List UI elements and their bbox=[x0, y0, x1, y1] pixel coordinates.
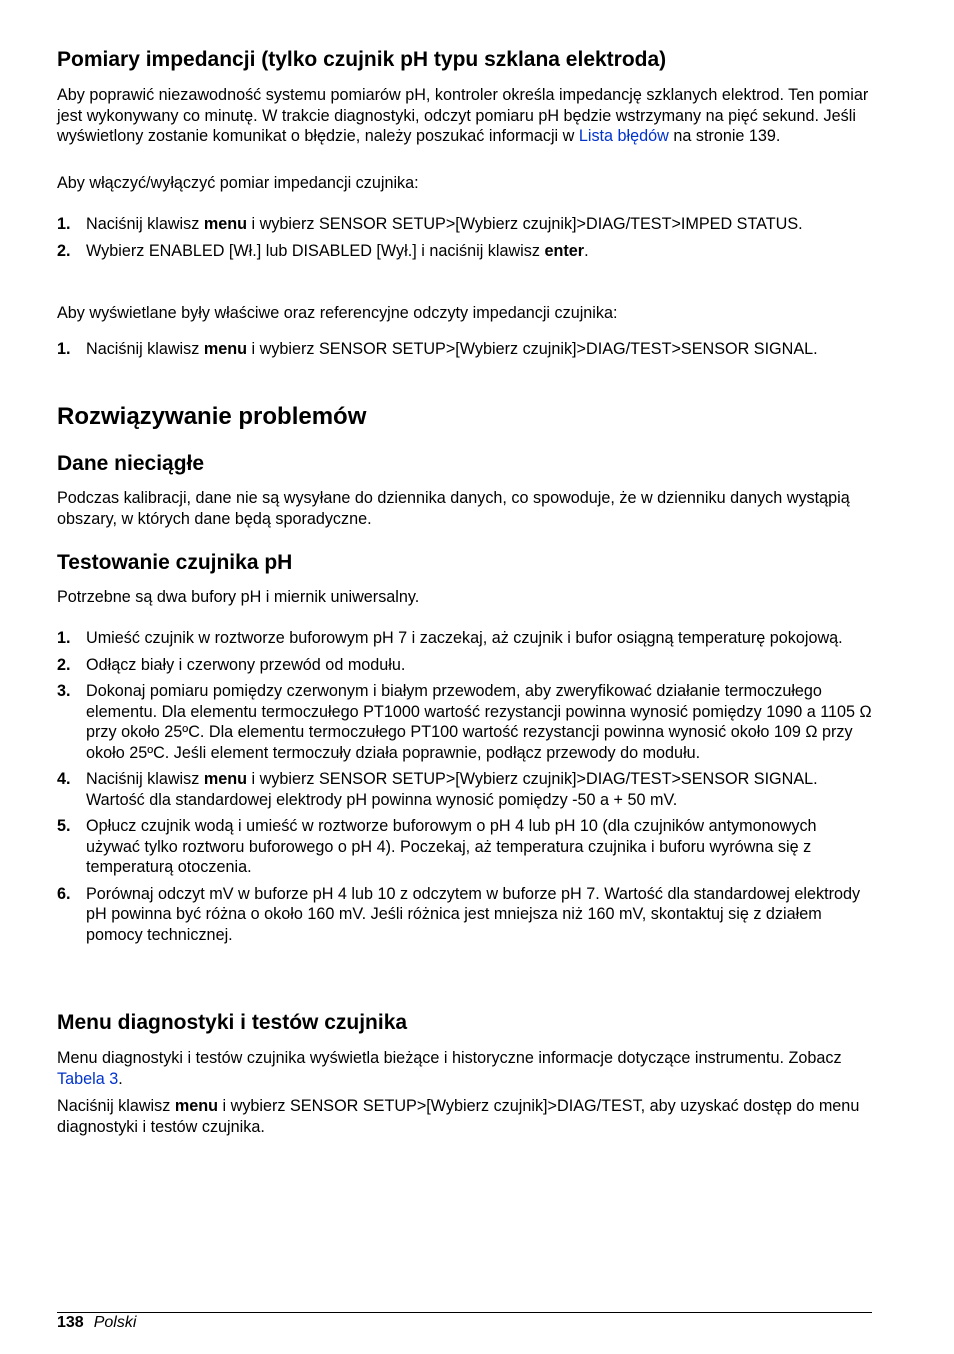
step-text: Dokonaj pomiaru pomiędzy czerwonym i białym przewodem, aby zweryfikować działanie termoczułego elementu. Dla elementu termoczułego PT1000 wartość rezystancji powinna wynosić pomiędzy 1090 a 1105 Ω przy około 25ºC. Dla elementu termoczułego PT100 wartość rezystancji powinna wynosić około 109 Ω przy około 25ºC. Jeśli element termoczuły działa poprawnie, podłącz przewody do modułu. bbox=[86, 682, 872, 762]
step-number: 1. bbox=[57, 340, 71, 358]
section-title-diag-menu: Menu diagnostyki i testów czujnika bbox=[57, 1011, 408, 1034]
footer-language: Polski bbox=[93, 1314, 137, 1331]
paragraph-enable-impedance: Aby włączyć/wyłączyć pomiar impedancji czujnika: bbox=[57, 174, 419, 192]
page-footer bbox=[57, 1313, 136, 1333]
list-item bbox=[57, 339, 872, 360]
text-span: i wybierz SENSOR SETUP>[Wybierz czujnik]>DIAG/TEST>IMPED STATUS. bbox=[247, 215, 803, 233]
step-number: 6. bbox=[57, 884, 71, 903]
key-name: menu bbox=[203, 340, 248, 358]
step-number: 2. bbox=[57, 655, 71, 674]
text-span: i wybierz SENSOR SETUP>[Wybierz czujnik]>DIAG/TEST>SENSOR SIGNAL. bbox=[247, 340, 818, 358]
text-span: . bbox=[584, 241, 589, 260]
link-error-list[interactable]: Lista błędów bbox=[578, 127, 669, 145]
list-item bbox=[57, 681, 872, 763]
text-span: Naciśnij klawisz bbox=[86, 770, 204, 788]
paragraph-diag-menu-intro bbox=[57, 1048, 872, 1089]
step-number: 1. bbox=[57, 629, 71, 647]
step-number: 3. bbox=[57, 682, 71, 700]
key-name: menu bbox=[174, 1097, 219, 1115]
text-span: Wybierz ENABLED [Wł.] lub DISABLED [Wył.] i naciśnij klawisz bbox=[86, 241, 545, 260]
step-number: 5. bbox=[57, 817, 71, 835]
text-span: i wybierz SENSOR SETUP>[Wybierz czujnik]>DIAG/TEST>SENSOR SIGNAL. Wartość dla standardowej elektrody pH powinna wynosić pomiędzy -50 a + 50 mV. bbox=[86, 770, 818, 809]
key-name: enter bbox=[544, 241, 585, 260]
key-name: menu bbox=[203, 215, 248, 233]
page-number: 138 bbox=[57, 1314, 84, 1331]
list-item bbox=[57, 214, 872, 235]
paragraph-impedance-readings: Aby wyświetlane były właściwe oraz referencyjne odczyty impedancji czujnika: bbox=[57, 304, 618, 322]
paragraph-ph-test-intro: Potrzebne są dwa bufory pH i miernik uniwersalny. bbox=[57, 588, 420, 606]
list-item bbox=[57, 628, 872, 649]
steps-enable-impedance bbox=[57, 214, 872, 261]
list-item bbox=[57, 769, 872, 810]
list-item bbox=[57, 816, 872, 878]
text-span: na stronie 139. bbox=[668, 127, 781, 145]
step-text: Umieść czujnik w roztworze buforowym pH 7 i zaczekaj, aż czujnik i bufor osiągną temperaturę pokojową. bbox=[86, 629, 843, 647]
link-table-3[interactable]: Tabela 3 bbox=[57, 1069, 119, 1088]
steps-impedance-readings bbox=[57, 339, 872, 360]
paragraph-impedance-intro bbox=[57, 85, 872, 147]
step-text: Porównaj odczyt mV w buforze pH 4 lub 10 z odczytem w buforze pH 7. Wartość dla standardowej elektrody pH powinna być różna o około 160 mV. Jeśli różnica jest mniejsza niż 160 mV, skontaktuj się z działem pomocy technicznej. bbox=[86, 884, 861, 944]
text-span: . bbox=[118, 1069, 123, 1088]
list-item bbox=[57, 884, 872, 946]
section-title-intermittent-data: Dane nieciągłe bbox=[57, 452, 205, 475]
key-name: menu bbox=[203, 770, 248, 788]
section-title-troubleshooting: Rozwiązywanie problemów bbox=[57, 403, 367, 430]
text-span: Menu diagnostyki i testów czujnika wyświetla bieżące i historyczne informacje dotyczące instrumentu. Zobacz bbox=[57, 1049, 842, 1067]
text-span: Naciśnij klawisz bbox=[86, 215, 204, 233]
step-text: Opłucz czujnik wodą i umieść w roztworze buforowym o pH 4 lub pH 10 (dla czujników antymonowych używać tylko roztworu buforowego o pH 4). Poczekaj, aż temperatura czujnika i buforu wyrówna się z temperaturą otoczenia. bbox=[86, 817, 817, 876]
paragraph-diag-menu-access bbox=[57, 1096, 872, 1137]
text-span: i wybierz SENSOR SETUP>[Wybierz czujnik]>DIAG/TEST, aby uzyskać dostęp do menu diagnostyki i testów czujnika. bbox=[57, 1097, 860, 1136]
footer-divider bbox=[57, 1312, 872, 1313]
steps-ph-sensor-test bbox=[57, 628, 872, 945]
step-number: 4. bbox=[57, 770, 71, 788]
text-span: Naciśnij klawisz bbox=[57, 1097, 175, 1115]
step-text: Odłącz biały i czerwony przewód od modułu. bbox=[86, 655, 406, 674]
step-number: 1. bbox=[57, 215, 71, 233]
list-item bbox=[57, 655, 872, 676]
section-title-ph-sensor-test: Testowanie czujnika pH bbox=[57, 551, 293, 574]
step-number: 2. bbox=[57, 241, 71, 260]
text-span: Aby poprawić niezawodność systemu pomiarów pH, kontroler określa impedancję szklanych elektrod. Ten pomiar jest wykonywany co minutę. W trakcie diagnostyki, odczyt pomiaru pH będzie wstrzymany na pięć sekund. Jeśli wyświetlony zostanie komunikat o błędzie, należy poszukać informacji w bbox=[57, 86, 869, 145]
paragraph-intermittent-data: Podczas kalibracji, dane nie są wysyłane do dziennika danych, co spowoduje, że w dzienniku danych wystąpią obszary, w których dane będą sporadyczne. bbox=[57, 489, 850, 528]
text-span: Naciśnij klawisz bbox=[86, 340, 204, 358]
section-title-impedance: Pomiary impedancji (tylko czujnik pH typu szklana elektroda) bbox=[57, 48, 667, 71]
list-item bbox=[57, 241, 872, 262]
